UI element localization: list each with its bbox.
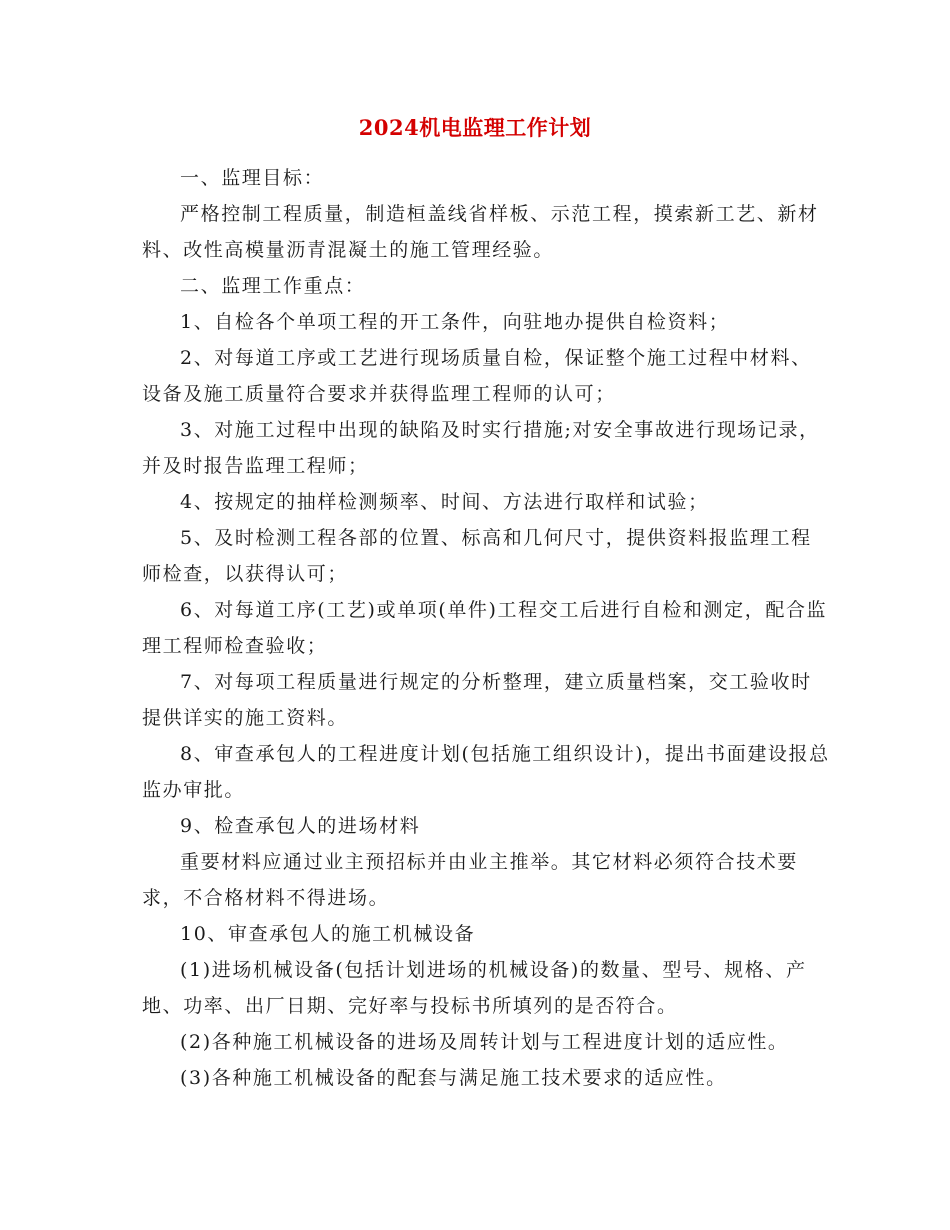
list-item: 5、及时检测工程各部的位置、标高和几何尺寸，提供资料报监理工程师检查，以获得认可； [142, 527, 812, 585]
list-item: 10、审查承包人的施工机械设备 [180, 923, 476, 945]
list-item: 2、对每道工序或工艺进行现场质量自检，保证整个施工过程中材料、设备及施工质量符合要求并获得监理工程师的认可； [142, 347, 812, 405]
paragraph: 重要材料应通过业主预招标并由业主推举。其它材料必须符合技术要求，不合格材料不得进场。 [142, 851, 799, 909]
section-heading-goals: 一、监理目标： [180, 167, 325, 189]
sub-list-item: (3)各种施工机械设备的配套与满足施工技术要求的适应性。 [180, 1067, 727, 1089]
section-heading-key-points: 二、监理工作重点： [180, 275, 366, 297]
sub-list-item: (1)进场机械设备(包括计划进场的机械设备)的数量、型号、规格、产地、功率、出厂日期、完好率与投标书所填列的是否符合。 [142, 959, 807, 1017]
sub-list-item: (2)各种施工机械设备的进场及周转计划与工程进度计划的适应性。 [180, 1031, 789, 1053]
list-item: 8、审查承包人的工程进度计划(包括施工组织设计)，提出书面建设报总监办审批。 [142, 743, 830, 801]
document-body [142, 160, 832, 1096]
list-item: 3、对施工过程中出现的缺陷及时实行措施;对安全事故进行现场记录，并及时报告监理工程师； [142, 419, 820, 477]
list-item: 6、对每道工序(工艺)或单项(单件)工程交工后进行自检和测定，配合监理工程师检查验收； [142, 599, 828, 657]
list-item: 1、自检各个单项工程的开工条件，向驻地办提供自检资料； [180, 311, 730, 333]
list-item: 7、对每项工程质量进行规定的分析整理，建立质量档案，交工验收时提供详实的施工资料。 [142, 671, 812, 729]
list-item: 4、按规定的抽样检测频率、时间、方法进行取样和试验； [180, 491, 709, 513]
paragraph: 严格控制工程质量，制造桓盖线省样板、示范工程，摸索新工艺、新材料、改性高模量沥青混凝土的施工管理经验。 [142, 203, 819, 261]
document-title: 2024机电监理工作计划 [358, 115, 592, 140]
list-item: 9、检查承包人的进场材料 [180, 815, 421, 837]
